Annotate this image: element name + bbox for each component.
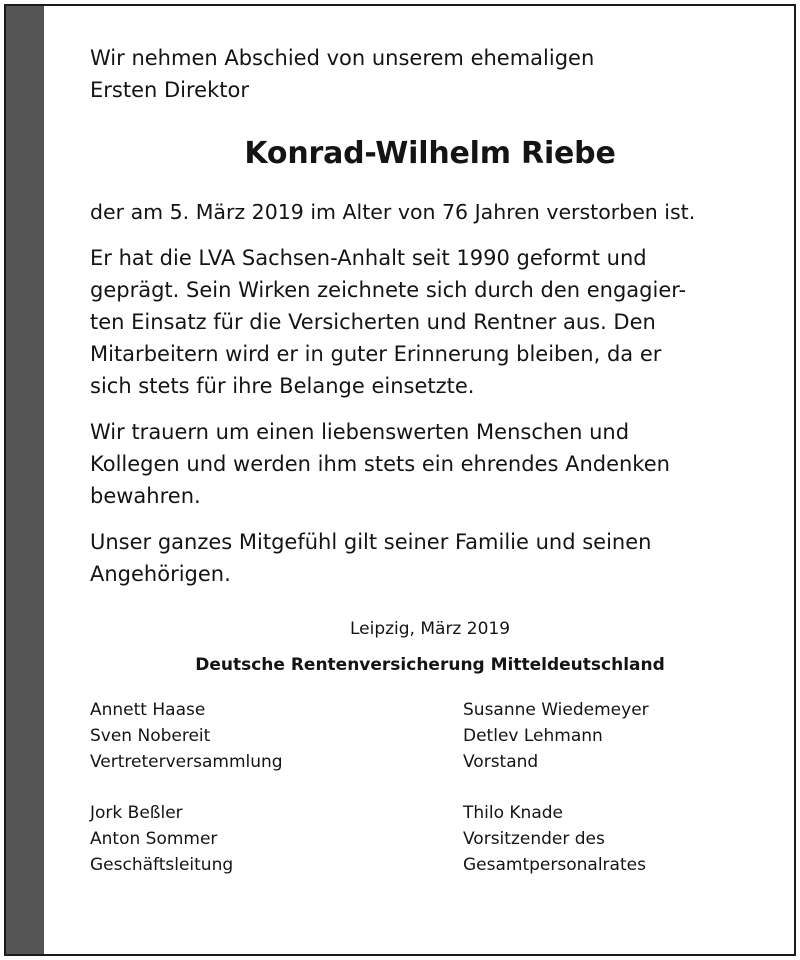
paragraph-line: Unser ganzes Mitgefühl gilt seiner Familie und seinen (90, 530, 652, 554)
side-bar (6, 6, 44, 954)
signatory-line: Susanne Wiedemeyer (463, 700, 649, 720)
paragraph-line: Er hat die LVA Sachsen-Anhalt seit 1990 geformt und (90, 246, 647, 270)
paragraph-mourning (90, 416, 770, 512)
signatory-line: Gesamtpersonalrates (463, 855, 646, 875)
signatory-block-management (90, 800, 463, 878)
paragraph-line: sich stets für ihre Belange einsetzte. (90, 374, 475, 398)
signatory-line: Vorsitzender des (463, 829, 605, 849)
signatory-line: Annett Haase (90, 700, 206, 720)
intro-line: Ersten Direktor (90, 78, 249, 102)
signatory-line: Vertreterversammlung (90, 752, 283, 772)
intro-line: Wir nehmen Abschied von unserem ehemaligen (90, 46, 595, 70)
obituary-notice (4, 4, 796, 956)
paragraph-condolence (90, 526, 770, 590)
paragraph-line: Angehörigen. (90, 562, 231, 586)
signatory-line: Jork Beßler (90, 803, 183, 823)
organization-name: Deutsche Rentenversicherung Mitteldeutschland (195, 655, 665, 675)
paragraph-line: ten Einsatz für die Versicherten und Rentner aus. Den (90, 310, 656, 334)
paragraph-line: Kollegen und werden ihm stets ein ehrendes Andenken (90, 452, 670, 476)
paragraph-tribute (90, 242, 770, 402)
signatory-block-board (463, 697, 763, 775)
signatories (90, 697, 770, 878)
paragraph-line: Wir trauern um einen liebenswerten Menschen und (90, 420, 630, 444)
signatory-line: Sven Nobereit (90, 726, 211, 746)
paragraph-line: Mitarbeitern wird er in guter Erinnerung bleiben, da er (90, 342, 662, 366)
signatory-line: Thilo Knade (463, 803, 563, 823)
signatory-line: Detlev Lehmann (463, 726, 603, 746)
signatory-block-staff-council (463, 800, 763, 878)
paragraph-line: bewahren. (90, 484, 201, 508)
paragraph-death-date: der am 5. März 2019 im Alter von 76 Jahren verstorben ist. (90, 200, 696, 224)
notice-content (90, 42, 770, 878)
signatory-line: Geschäftsleitung (90, 855, 234, 875)
place-date: Leipzig, März 2019 (349, 619, 511, 639)
deceased-name: Konrad-Wilhelm Riebe (244, 136, 616, 171)
signatory-block-representatives (90, 697, 463, 775)
paragraph-line: geprägt. Sein Wirken zeichnete sich durch den engagier- (90, 278, 687, 302)
signatory-line: Vorstand (463, 752, 539, 772)
intro-text (90, 42, 770, 106)
signatory-line: Anton Sommer (90, 829, 218, 849)
